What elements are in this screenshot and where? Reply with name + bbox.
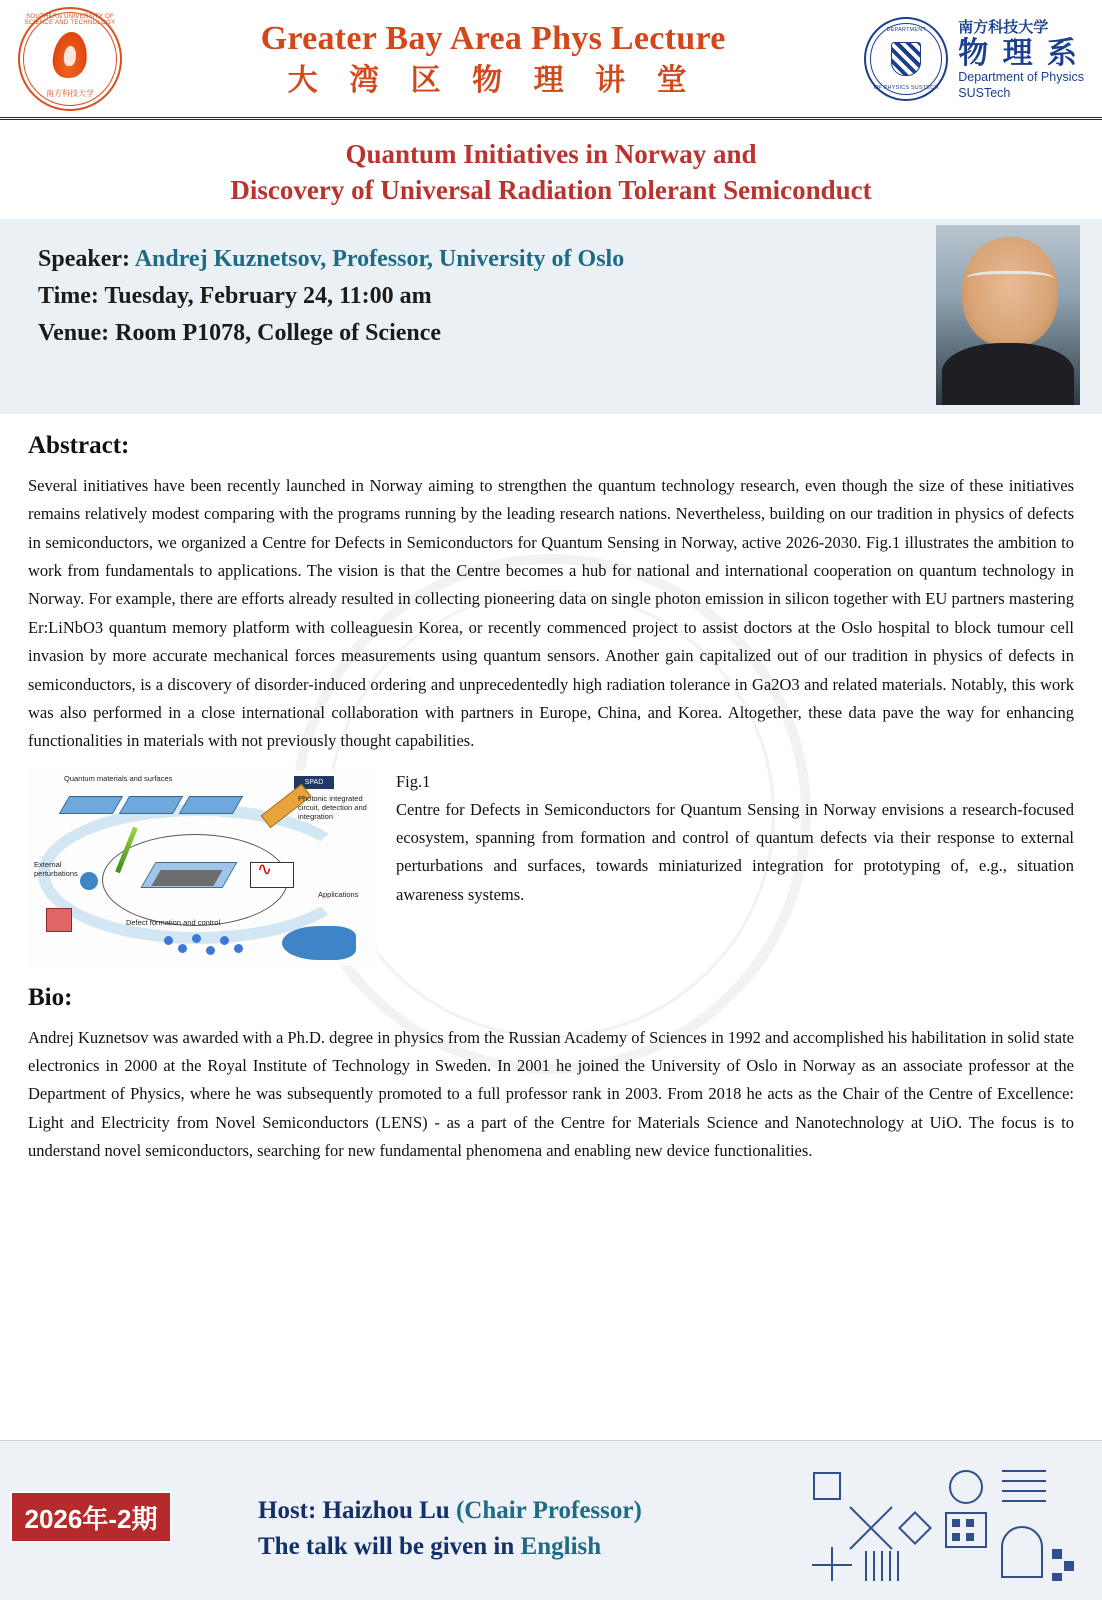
figure-slab-3 (179, 796, 243, 814)
sustech-logo-ring-text: SOUTHERN UNIVERSITY OF SCIENCE AND TECHNOLOGY (24, 13, 116, 26)
figure-1-image (28, 770, 378, 966)
language-label: The talk will be given in (258, 1533, 515, 1561)
dept-logo-ring-top: DEPARTMENT (886, 26, 926, 33)
dept-en-line2: SUSTech (958, 85, 1011, 100)
host-line (258, 1493, 642, 1529)
figure-label-photonic: Photonic integrated circuit, detection and integration (298, 793, 367, 821)
figure-1-caption-block (396, 770, 1074, 966)
sustech-logo-cn-text: 南方科技大学 (46, 88, 94, 98)
figure-row (28, 770, 1074, 966)
glasses-icon (966, 271, 1054, 289)
lecture-series-title (122, 20, 864, 96)
figure-molecule-cluster (160, 934, 250, 960)
figure-red-box (46, 908, 72, 932)
figure-slab-1 (59, 796, 123, 814)
lecture-title-line2: Discovery of Universal Radiation Tolerant Semiconduct (230, 175, 872, 206)
sustech-logo (18, 7, 122, 111)
host-role: (Chair Professor) (455, 1497, 642, 1524)
speaker-torso (942, 343, 1074, 405)
footer-text-block (258, 1493, 642, 1566)
figure-slab-2 (119, 796, 183, 814)
speaker-line (38, 241, 1080, 278)
time-line (38, 278, 1080, 315)
page-title (0, 120, 1102, 219)
series-title-cn: 大 湾 区 物 理 讲 堂 (287, 63, 699, 97)
dept-cn-small: 南方科技大学 (958, 18, 1049, 36)
venue-line (38, 315, 1080, 352)
poster-footer (0, 1440, 1102, 1600)
figure-label-external-perturbations: External perturbations (34, 859, 78, 878)
speaker-face (962, 237, 1058, 347)
figure-oscilloscope (250, 862, 294, 888)
abstract-heading: Abstract: (28, 431, 130, 459)
event-info-bar (0, 219, 1102, 414)
department-text-block (958, 16, 1084, 101)
figure-label-applications: Applications (318, 889, 359, 899)
dept-cn-big: 物 理 系 (958, 36, 1080, 70)
figure-label-quantum-materials: Quantum materials and surfaces (64, 773, 173, 783)
dept-en-line1: Department of Physics (958, 69, 1084, 84)
language-value: English (520, 1533, 602, 1561)
poster-body (0, 414, 1102, 1166)
figure-1-caption: Centre for Defects in Semiconductors for Quantum Sensing in Norway envisions a research-focused ecosystem, spanning from formation and control of quantum defects via their response to external perturbations and surfaces, towards miniaturized integration for prototyping of, e.g., situation awareness systems. (396, 799, 1074, 904)
figure-rocket-icon (282, 926, 356, 960)
language-line (258, 1529, 642, 1565)
abstract-text: Several initiatives have been recently launched in Norway aiming to strengthen the quantum technology research, even though the size of these initiatives remains relatively modest comparing with the programs running by the leading research nations. Nevertheless, building on our tradition in physics of defects in semiconductors, we organized a Centre for Defects in Semiconductors for Quantum Sensing in Norway, active 2026-2030. Fig.1 illustrates the ambition to work from fundamentals to applications. The vision is that the Centre becomes a hub for national and international cooperation on quantum technology in Norway. For example, there are efforts already resulted in collecting pioneering data on single photon emission in silicon together with EU partners mastering Er:LiNbO3 quantum memory platform with colleaguesin Korea, or recently commenced project to assist doctors at the Oslo hospital to block tumour cell invasion by more accurate mechanical forces measurements using quantum sensors. Another gain capitalized out of our tradition in physics of defects in semiconductors, is a discovery of disorder-induced ordering and unprecedentedly high radiation tolerance in Ga2O3 and related materials. Notably, this work was also performed in a close international collaboration with partners in Europe, China, and Korea. Altogether, these data pave the way for enhancing functionalities in materials with not previously thought capabilities. (28, 475, 1074, 751)
bio-text: Andrej Kuznetsov was awarded with a Ph.D. degree in physics from the Russian Academy of Sciences in 1992 and accomplished his habilitation in solid state electronics in 2000 at the Royal Institute of Technology in Sweden. In 2001 he joined the University of Oslo in Norway as an associate professor at the Department of Physics, where he was subsequently promoted to a full professor rank in 2003. From 2018 he acts as the Chair of the Centre of Excellence: Light and Electricity from Novel Semiconductors (LENS) - as a part of the Centre for Materials Science and Nanotechnology at UiO. The focus is to understand novel semiconductors, searching for new fundamental phenomena and enabling new device functionalities. (28, 1027, 1074, 1161)
host-label: Host: Haizhou Lu (258, 1497, 450, 1524)
lecture-title-line1: Quantum Initiatives in Norway and (345, 139, 757, 169)
physics-department-logo (864, 17, 948, 101)
poster-header (0, 0, 1102, 120)
issue-badge: 2026年-2期 (10, 1491, 172, 1543)
speaker-value: Andrej Kuznetsov, Professor, University of Oslo (134, 245, 625, 272)
figure-label-defect-formation: Defect formation and control (126, 917, 221, 927)
dept-logo-ring-bottom: OF PHYSICS SUSTECH (873, 84, 939, 91)
figure-1-label: Fig.1 (396, 771, 431, 791)
footer-decoration (806, 1465, 1076, 1583)
speaker-photo (936, 225, 1080, 405)
time-label: Time: (38, 283, 99, 310)
speaker-label: Speaker: (38, 245, 130, 272)
venue-label: Venue: (38, 320, 110, 347)
series-title-en: Greater Bay Area Phys Lecture (260, 20, 726, 58)
figure-label-spad: SPAD (294, 776, 334, 789)
bio-heading: Bio: (28, 983, 73, 1011)
figure-chip-core (151, 870, 222, 886)
venue-value: Room P1078, College of Science (115, 320, 442, 347)
time-value: Tuesday, February 24, 11:00 am (104, 283, 432, 310)
